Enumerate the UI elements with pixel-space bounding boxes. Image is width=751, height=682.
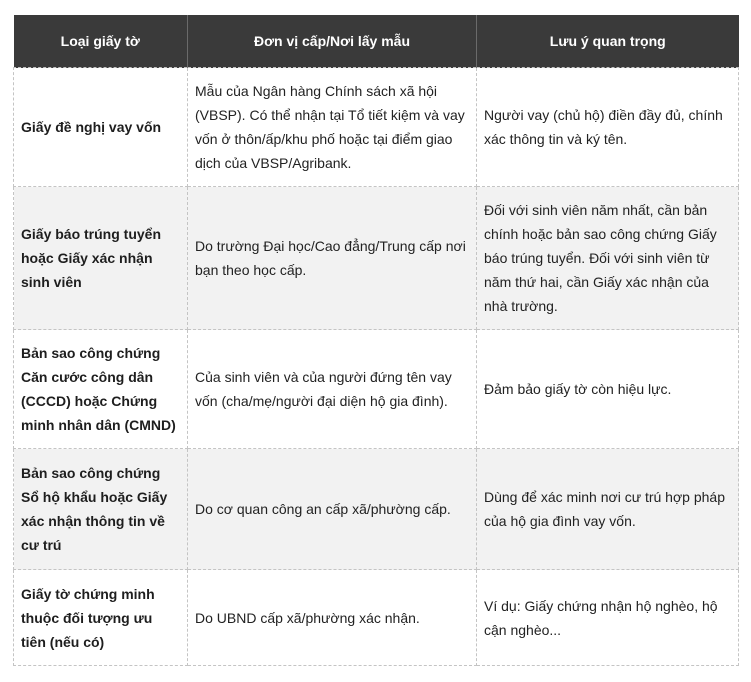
- table-row: [14, 187, 739, 330]
- issuer-cell: Của sinh viên và của người đứng tên vay vốn (cha/mẹ/người đại diện hộ gia đình).: [188, 330, 477, 449]
- loan-documents-table-wrapper: [13, 15, 738, 666]
- table-row: [14, 330, 739, 449]
- note-cell: Đối với sinh viên năm nhất, cần bản chính hoặc bản sao công chứng Giấy báo trúng tuyển. Đối với sinh viên từ năm thứ hai, cần Giấy xác nhận của nhà trường.: [477, 187, 739, 330]
- document-type-cell: Bản sao công chứng Sổ hộ khẩu hoặc Giấy xác nhận thông tin về cư trú: [14, 449, 188, 570]
- document-type-cell: Bản sao công chứng Căn cước công dân (CCCD) hoặc Chứng minh nhân dân (CMND): [14, 330, 188, 449]
- document-type-cell: Giấy đề nghị vay vốn: [14, 68, 188, 187]
- header-notes: Lưu ý quan trọng: [477, 15, 739, 68]
- issuer-cell: Do trường Đại học/Cao đẳng/Trung cấp nơi bạn theo học cấp.: [188, 187, 477, 330]
- header-document-type: Loại giấy tờ: [14, 15, 188, 68]
- note-cell: Dùng để xác minh nơi cư trú hợp pháp của hộ gia đình vay vốn.: [477, 449, 739, 570]
- issuer-cell: Mẫu của Ngân hàng Chính sách xã hội (VBSP). Có thể nhận tại Tổ tiết kiệm và vay vốn ở thôn/ấp/khu phố hoặc tại điểm giao dịch của VBSP/Agribank.: [188, 68, 477, 187]
- header-issuer: Đơn vị cấp/Nơi lấy mẫu: [188, 15, 477, 68]
- document-type-cell: Giấy tờ chứng minh thuộc đối tượng ưu tiên (nếu có): [14, 570, 188, 666]
- table-row: [14, 449, 739, 570]
- table-row: [14, 68, 739, 187]
- issuer-cell: Do cơ quan công an cấp xã/phường cấp.: [188, 449, 477, 570]
- table-row: [14, 570, 739, 666]
- loan-documents-table: [13, 15, 739, 666]
- issuer-cell: Do UBND cấp xã/phường xác nhận.: [188, 570, 477, 666]
- note-cell: Người vay (chủ hộ) điền đầy đủ, chính xác thông tin và ký tên.: [477, 68, 739, 187]
- table-header-row: [14, 15, 739, 68]
- note-cell: Đảm bảo giấy tờ còn hiệu lực.: [477, 330, 739, 449]
- document-type-cell: Giấy báo trúng tuyển hoặc Giấy xác nhận sinh viên: [14, 187, 188, 330]
- note-cell: Ví dụ: Giấy chứng nhận hộ nghèo, hộ cận nghèo...: [477, 570, 739, 666]
